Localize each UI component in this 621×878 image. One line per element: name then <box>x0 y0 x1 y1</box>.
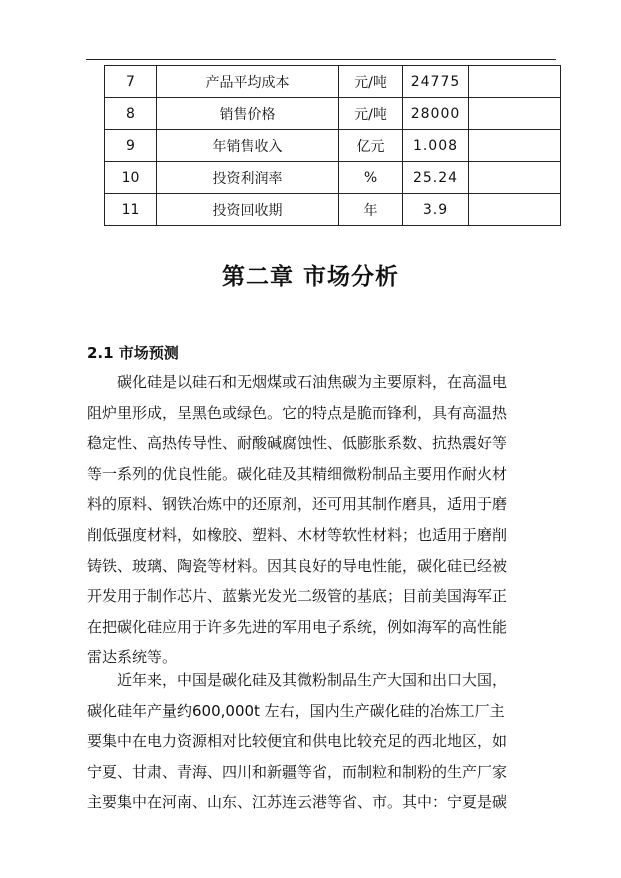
paragraph-line: 碳化硅年产量约600,000t 左右，国内生产碳化硅的冶炼工厂主 <box>87 701 505 720</box>
paragraph-production <box>87 665 557 818</box>
row-number: 7 <box>105 66 157 98</box>
row-value: 3.9 <box>403 194 469 226</box>
paragraph-line: 稳定性、高热传导性、耐酸碱腐蚀性、低膨胀系数、抗热震好等 <box>87 434 508 453</box>
row-note <box>469 98 561 130</box>
row-unit: 元/吨 <box>339 66 403 98</box>
paragraph-line: 近年来，中国是碳化硅及其微粉制品生产大国和出口大国， <box>117 671 508 689</box>
summary-table <box>104 65 561 226</box>
header-rule <box>86 59 556 60</box>
row-value: 25.24 <box>403 162 469 194</box>
row-unit: 元/吨 <box>339 98 403 130</box>
row-number: 8 <box>105 98 157 130</box>
paragraph-line: 等一系列的优良性能。碳化硅及其精细微粉制品主要用作耐火材 <box>87 464 508 483</box>
row-item: 年销售收入 <box>157 130 339 162</box>
paragraph-line: 开发用于制作芯片、蓝紫光发光二级管的基底；目前美国海军正 <box>87 587 508 606</box>
table-row <box>105 66 561 98</box>
table-row <box>105 98 561 130</box>
row-unit: 亿元 <box>339 130 403 162</box>
row-value: 1.008 <box>403 130 469 162</box>
table-row <box>105 130 561 162</box>
row-value: 28000 <box>403 98 469 130</box>
row-unit: 年 <box>339 194 403 226</box>
row-number: 9 <box>105 130 157 162</box>
chapter-title: 第二章 市场分析 <box>221 264 399 290</box>
row-number: 11 <box>105 194 157 226</box>
row-item: 销售价格 <box>157 98 339 130</box>
paragraph-line: 宁夏、甘肃、青海、四川和新疆等省，而制粒和制粉的生产厂家 <box>87 762 508 781</box>
row-note <box>469 162 561 194</box>
row-value: 24775 <box>403 66 469 98</box>
table-row <box>105 162 561 194</box>
row-item: 投资回收期 <box>157 194 339 226</box>
paragraph-line: 要集中在电力资源相对比较便宜和供电比较充足的西北地区，如 <box>87 732 508 751</box>
row-unit: % <box>339 162 403 194</box>
paragraph-line: 铸铁、玻璃、陶瓷等材料。因其良好的导电性能，碳化硅已经被 <box>87 556 508 575</box>
paragraph-intro <box>87 367 557 673</box>
row-note <box>469 194 561 226</box>
paragraph-line: 碳化硅是以硅石和无烟煤或石油焦碳为主要原料，在高温电 <box>117 373 508 391</box>
paragraph-line: 料的原料、钢铁冶炼中的还原剂，还可用其制作磨具，适用于磨 <box>87 495 508 514</box>
paragraph-line: 削低强度材料，如橡胶、塑料、木材等软性材料；也适用于磨削 <box>87 525 508 544</box>
paragraph-line: 阻炉里形成，呈黑色或绿色。它的特点是脆而锋利，具有高温热 <box>87 403 508 422</box>
paragraph-line: 主要集中在河南、山东、江苏连云港等省、市。其中：宁夏是碳 <box>87 793 508 812</box>
paragraph-line: 雷达系统等。 <box>87 648 178 667</box>
row-number: 10 <box>105 162 157 194</box>
table-row <box>105 194 561 226</box>
paragraph-line: 在把碳化硅应用于许多先进的军用电子系统，例如海军的高性能 <box>87 617 508 636</box>
section-heading: 2.1 市场预测 <box>87 344 179 362</box>
row-note <box>469 66 561 98</box>
row-item: 产品平均成本 <box>157 66 339 98</box>
row-note <box>469 130 561 162</box>
row-item: 投资利润率 <box>157 162 339 194</box>
